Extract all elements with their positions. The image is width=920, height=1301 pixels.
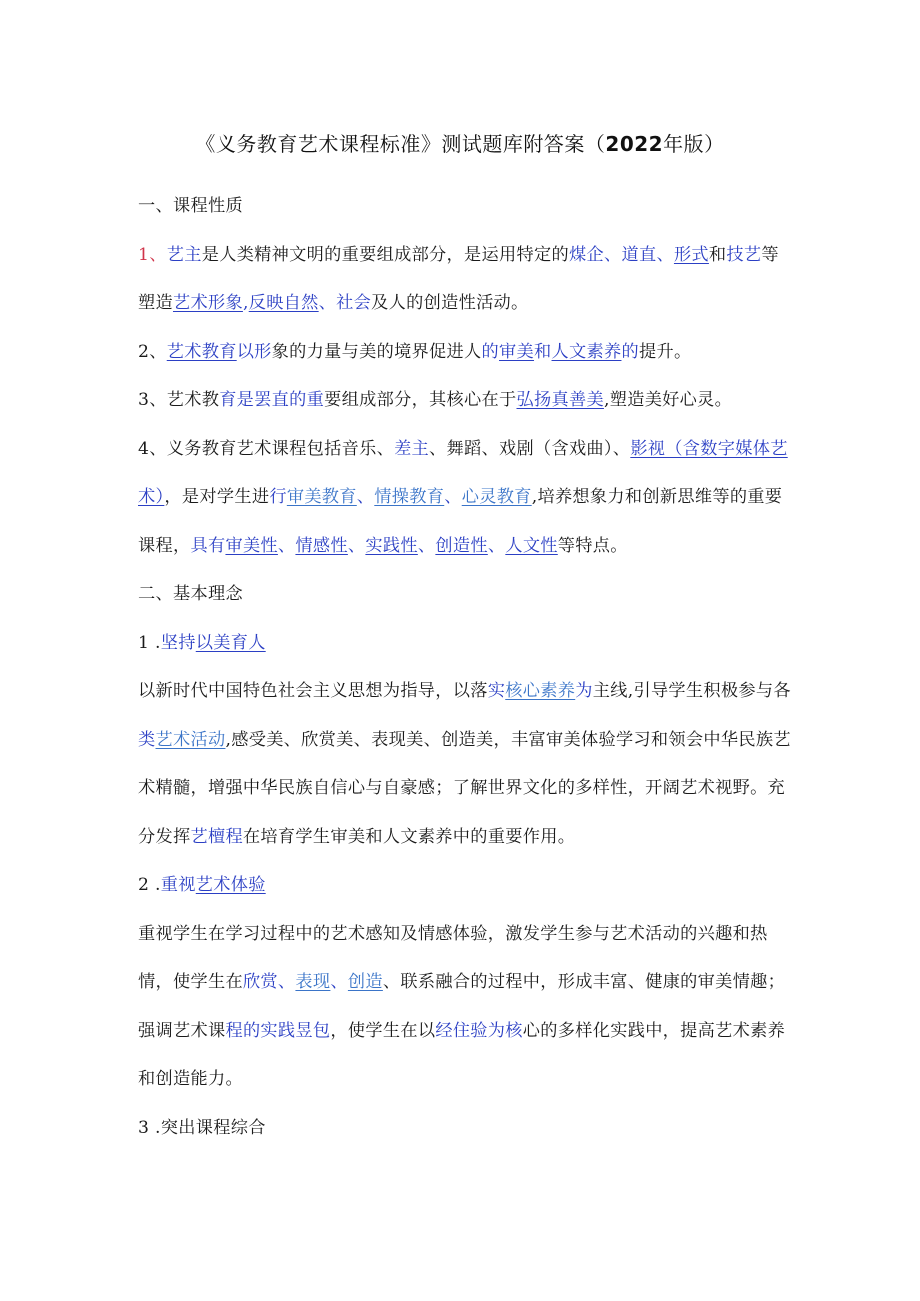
- question-text: 等塑造: [138, 244, 779, 313]
- answer-text: 审美教育: [286, 487, 357, 507]
- body-text: 在培育学生审美和人文素养中的重要作用。: [242, 826, 576, 847]
- answer-text: 以形: [236, 341, 272, 362]
- answer-text: 艺檀程: [190, 826, 243, 847]
- body-text: 主线,引导学生积极参与各: [592, 681, 791, 701]
- item-1-body: [138, 667, 793, 861]
- item-3-heading: [138, 1104, 793, 1153]
- question-text: 及人的创造性活动。: [371, 293, 529, 313]
- answer-text: 艺术体验: [195, 875, 266, 895]
- body-text: ，使学生在以: [330, 1020, 436, 1041]
- answer-text: 行: [269, 487, 287, 507]
- punctuation: 、: [347, 535, 366, 556]
- item-title: 突出课程综合: [160, 1117, 266, 1138]
- answer-text: 以美育人: [195, 632, 266, 653]
- question-text: ，是对学生进: [164, 487, 270, 507]
- answer-text: 为: [575, 681, 593, 701]
- title-text: 《义务教育艺术课程标准》测试题库附答案（: [195, 132, 606, 156]
- question-1: [138, 231, 793, 328]
- question-3: [138, 376, 793, 425]
- punctuation: 、: [444, 487, 462, 507]
- answer-text: 情感性: [295, 535, 348, 556]
- title-year: 2022: [605, 132, 664, 156]
- punctuation: 、: [603, 244, 622, 265]
- answer-text: 和: [534, 341, 552, 362]
- question-number: 1、: [138, 244, 167, 265]
- answer-text: 类: [138, 729, 156, 750]
- answer-text: 心灵教育: [461, 487, 532, 507]
- punctuation: ,: [242, 293, 249, 313]
- item-2-body: [138, 910, 793, 1104]
- question-text: 和: [708, 244, 727, 265]
- question-text: ,培养想象力和创新思维等的重要课程，: [138, 487, 783, 556]
- answer-text: 人文性: [505, 535, 558, 556]
- answer-text: 经住验为核: [435, 1020, 523, 1041]
- punctuation: 、: [277, 535, 296, 556]
- body-text: 以新时代中国特色社会主义思想为指导，以落: [138, 681, 488, 701]
- answer-text: 影视（含数字媒体艺术）: [138, 438, 788, 507]
- section-heading: 二、基本理念: [138, 584, 243, 604]
- answer-text: 欣赏: [242, 972, 278, 992]
- question-text: 等特点。: [557, 535, 628, 556]
- answer-text: 坚持: [160, 632, 196, 653]
- answer-text: 艺术形象: [172, 293, 243, 313]
- question-text: 4、义务教育艺术课程包括音乐、: [138, 438, 395, 459]
- answer-text: 创造: [347, 972, 383, 992]
- body-text: 、联系融合的过程中，形成丰富、健康的审美情趣；强调艺术课: [138, 972, 786, 1041]
- item-number: 1 .: [138, 632, 161, 653]
- answer-text: 艺术教育: [166, 341, 237, 362]
- answer-text: 艺主: [166, 244, 202, 265]
- document-title: [0, 128, 920, 157]
- answer-text: 核心素养: [505, 681, 576, 701]
- answer-text: 形式: [673, 244, 709, 265]
- answer-text: 育是罢直的重: [219, 390, 325, 410]
- answer-text: 实践性: [365, 535, 418, 556]
- answer-text: 差主: [394, 438, 430, 459]
- answer-text: 艺术活动: [155, 729, 226, 750]
- section-heading: 一、课程性质: [138, 196, 243, 216]
- answer-text: 煤企: [568, 244, 604, 265]
- answer-text: 实: [487, 681, 506, 701]
- item-number: 3 .: [138, 1117, 161, 1138]
- answer-text: 具有: [190, 535, 226, 556]
- punctuation: 、: [487, 535, 506, 556]
- question-text: 象的力量与美的境界促进人: [271, 341, 482, 362]
- body-text: ,感受美、欣赏美、表现美、创造美，丰富审美体验学习和领会中华民族艺术精髓，增强中华民族自信心与自豪感；了解世界文化的多样性，开阔艺术视野。充分发挥: [138, 729, 791, 847]
- question-text: 是人类精神文明的重要组成部分，是运用特定的: [201, 244, 569, 265]
- answer-text: 重视: [160, 875, 196, 895]
- punctuation: 、: [417, 535, 436, 556]
- answer-text: 社会: [336, 293, 372, 313]
- punctuation: 、: [656, 244, 674, 265]
- answer-text: 表现: [295, 972, 331, 992]
- answer-text: 创造性: [435, 535, 488, 556]
- answer-text: 审美性: [225, 535, 278, 556]
- answer-text: 弘扬真善美: [516, 390, 604, 410]
- question-text: 3、艺术教: [138, 390, 220, 410]
- question-text: ,塑造美好心灵。: [603, 390, 733, 410]
- punctuation: 、: [330, 972, 348, 992]
- answer-text: 程的实践昱包: [225, 1020, 331, 1041]
- document-body: [138, 182, 793, 1152]
- item-2-heading: [138, 861, 793, 910]
- item-number: 2 .: [138, 875, 161, 895]
- answer-text: 技艺: [726, 244, 762, 265]
- item-1-heading: [138, 619, 793, 668]
- punctuation: 、: [356, 487, 375, 507]
- question-text: 、舞蹈、戏剧（含戏曲）、: [429, 438, 631, 459]
- body-text: 心的多样化实践中，提高艺术素养和创造能力。: [138, 1020, 786, 1089]
- question-4: [138, 425, 793, 571]
- question-number: 2、: [138, 341, 167, 362]
- question-text: 要组成部分，其核心在于: [324, 390, 517, 410]
- answer-text: 的: [481, 341, 500, 362]
- question-2: [138, 328, 793, 377]
- answer-text: 人文素养: [551, 341, 622, 362]
- answer-text: 情操教育: [374, 487, 445, 507]
- title-text-end: 年版）: [663, 132, 725, 156]
- body-text: 重视学生在学习过程中的艺术感知及情感体验，激发学生参与艺术活动的兴趣和热情，使学生在: [138, 923, 768, 992]
- answer-text: 的: [621, 341, 639, 362]
- answer-text: 反映自然: [248, 293, 319, 313]
- answer-text: 道直: [621, 244, 657, 265]
- punctuation: 、: [277, 972, 296, 992]
- punctuation: 、: [318, 293, 337, 313]
- answer-text: 审美: [499, 341, 535, 362]
- question-text: 提升。: [638, 341, 692, 362]
